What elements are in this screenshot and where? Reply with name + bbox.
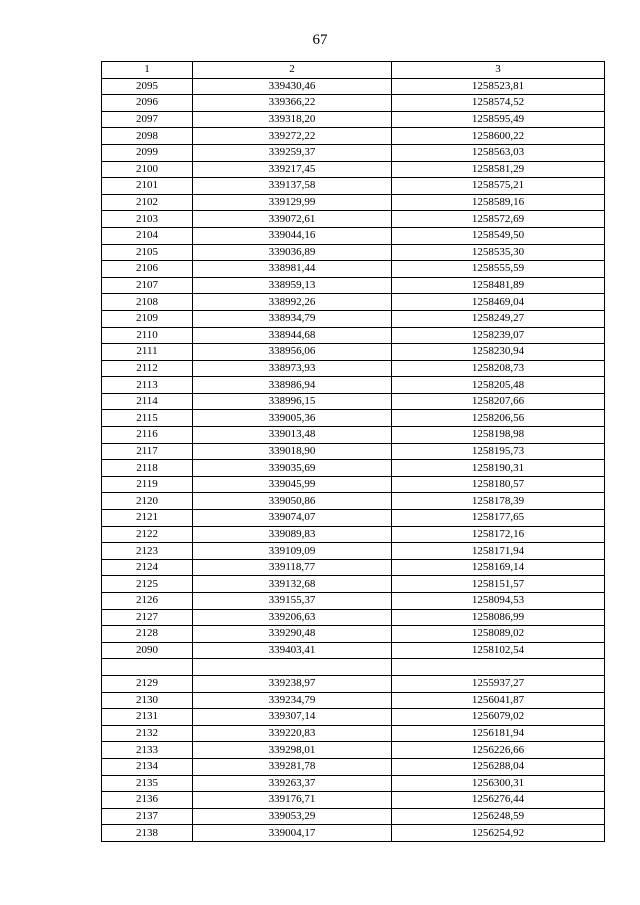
table-row <box>102 526 605 543</box>
table-cell-col3: 1258178,39 <box>392 493 605 510</box>
table-cell-col2: 339109,09 <box>193 543 392 560</box>
table-cell-col2: 338959,13 <box>193 277 392 294</box>
table-row <box>102 775 605 792</box>
table-cell-col3: 1256288,04 <box>392 758 605 775</box>
coordinates-table <box>101 61 605 842</box>
table-row <box>102 410 605 427</box>
table-cell-col1: 2121 <box>102 510 193 527</box>
table-row <box>102 510 605 527</box>
table-cell-col3: 1258205,48 <box>392 377 605 394</box>
table-cell-col1: 2123 <box>102 543 193 560</box>
table-row <box>102 626 605 643</box>
table-row <box>102 443 605 460</box>
page-number: 67 <box>312 32 328 48</box>
table-row <box>102 758 605 775</box>
table-cell-col3: 1256041,87 <box>392 692 605 709</box>
table-row <box>102 277 605 294</box>
table-cell-col3: 1258198,98 <box>392 427 605 444</box>
table-row <box>102 111 605 128</box>
table-cell-col2: 338956,06 <box>193 344 392 361</box>
table-row <box>102 825 605 842</box>
table-cell-col1: 2101 <box>102 178 193 195</box>
table-cell-col1: 2100 <box>102 161 193 178</box>
table-cell-col3: 1258086,99 <box>392 609 605 626</box>
table-row <box>102 792 605 809</box>
table-cell-col3 <box>392 659 605 676</box>
table-row <box>102 576 605 593</box>
table-row <box>102 559 605 576</box>
table-cell-col3: 1258207,66 <box>392 393 605 410</box>
table-cell-col2: 339129,99 <box>193 194 392 211</box>
table-row <box>102 543 605 560</box>
table-cell-col3: 1258177,65 <box>392 510 605 527</box>
table-cell-col3: 1258574,52 <box>392 95 605 112</box>
column-header-3: 3 <box>392 62 605 79</box>
table-row <box>102 327 605 344</box>
column-header-1: 1 <box>102 62 193 79</box>
table-cell-col3: 1258575,21 <box>392 178 605 195</box>
table-row <box>102 261 605 278</box>
table-cell-col3: 1255937,27 <box>392 675 605 692</box>
table-row <box>102 709 605 726</box>
table-cell-col3: 1258600,22 <box>392 128 605 145</box>
table-row <box>102 178 605 195</box>
table-cell-col1: 2113 <box>102 377 193 394</box>
table-cell-col2: 339072,61 <box>193 211 392 228</box>
table-cell-col1: 2110 <box>102 327 193 344</box>
table-cell-col3: 1258523,81 <box>392 78 605 95</box>
table-cell-col2: 339430,46 <box>193 78 392 95</box>
table-cell-col1: 2137 <box>102 808 193 825</box>
table-cell-col3: 1258469,04 <box>392 294 605 311</box>
table-cell-col1: 2108 <box>102 294 193 311</box>
table-row <box>102 593 605 610</box>
table-row <box>102 393 605 410</box>
table-cell-col2: 339238,97 <box>193 675 392 692</box>
table-cell-col2: 338934,79 <box>193 310 392 327</box>
column-header-2: 2 <box>193 62 392 79</box>
table-cell-col3: 1256079,02 <box>392 709 605 726</box>
table-row <box>102 642 605 659</box>
table-cell-col3: 1258172,16 <box>392 526 605 543</box>
table-cell-col1: 2132 <box>102 725 193 742</box>
table-row <box>102 675 605 692</box>
table-row <box>102 725 605 742</box>
table-cell-col3: 1258094,53 <box>392 593 605 610</box>
table-cell-col3: 1258151,57 <box>392 576 605 593</box>
table-row <box>102 161 605 178</box>
table-cell-col2: 339307,14 <box>193 709 392 726</box>
table-cell-col2: 339053,29 <box>193 808 392 825</box>
table-cell-col2: 339137,58 <box>193 178 392 195</box>
table-row <box>102 227 605 244</box>
table-row <box>102 742 605 759</box>
table-cell-col1: 2107 <box>102 277 193 294</box>
table-row <box>102 244 605 261</box>
table-cell-col2: 339290,48 <box>193 626 392 643</box>
table-row <box>102 344 605 361</box>
table-cell-col2: 339045,99 <box>193 476 392 493</box>
table-cell-col2: 338986,94 <box>193 377 392 394</box>
table-cell-col2: 339272,22 <box>193 128 392 145</box>
table-row <box>102 95 605 112</box>
table-cell-col3: 1256248,59 <box>392 808 605 825</box>
table-cell-col1: 2128 <box>102 626 193 643</box>
table-cell-col1: 2117 <box>102 443 193 460</box>
table-row <box>102 360 605 377</box>
table-cell-col2: 339004,17 <box>193 825 392 842</box>
table-cell-col1: 2098 <box>102 128 193 145</box>
table-cell-col2: 339281,78 <box>193 758 392 775</box>
table-cell-col3: 1256226,66 <box>392 742 605 759</box>
table-row <box>102 427 605 444</box>
table-cell-col3: 1258169,14 <box>392 559 605 576</box>
table-cell-col3: 1258572,69 <box>392 211 605 228</box>
table-cell-col2: 339013,48 <box>193 427 392 444</box>
table-row <box>102 144 605 161</box>
table-cell-col1: 2114 <box>102 393 193 410</box>
table-cell-col1: 2135 <box>102 775 193 792</box>
table-row <box>102 460 605 477</box>
table-cell-col3: 1258555,59 <box>392 261 605 278</box>
table-cell-col2: 339234,79 <box>193 692 392 709</box>
table-cell-col3: 1258563,03 <box>392 144 605 161</box>
table-cell-col1: 2134 <box>102 758 193 775</box>
table-cell-col1: 2102 <box>102 194 193 211</box>
table-cell-col2: 338981,44 <box>193 261 392 278</box>
table-header <box>102 62 605 79</box>
header-row <box>102 62 605 79</box>
table-cell-col3: 1258230,94 <box>392 344 605 361</box>
table-cell-col1: 2119 <box>102 476 193 493</box>
table-cell-col1: 2130 <box>102 692 193 709</box>
table-cell-col1: 2112 <box>102 360 193 377</box>
table-cell-col3: 1258089,02 <box>392 626 605 643</box>
table-cell-col2: 339036,89 <box>193 244 392 261</box>
table-cell-col2: 339005,36 <box>193 410 392 427</box>
table-cell-col1: 2095 <box>102 78 193 95</box>
table-cell-col2: 338973,93 <box>193 360 392 377</box>
table-cell-col2: 339089,83 <box>193 526 392 543</box>
table-cell-col3: 1258535,30 <box>392 244 605 261</box>
table-cell-col1: 2129 <box>102 675 193 692</box>
table-cell-col2: 339176,71 <box>193 792 392 809</box>
table-cell-col3: 1258589,16 <box>392 194 605 211</box>
table-row <box>102 808 605 825</box>
table-cell-col2: 338944,68 <box>193 327 392 344</box>
table-cell-col3: 1258249,27 <box>392 310 605 327</box>
table-cell-col3: 1258171,94 <box>392 543 605 560</box>
table-cell-col1: 2103 <box>102 211 193 228</box>
table-row <box>102 128 605 145</box>
table-cell-col2: 339018,90 <box>193 443 392 460</box>
table-cell-col1: 2127 <box>102 609 193 626</box>
table-cell-col2: 339044,16 <box>193 227 392 244</box>
table-row <box>102 310 605 327</box>
table-cell-col1: 2133 <box>102 742 193 759</box>
table-cell-col1: 2120 <box>102 493 193 510</box>
table-cell-col2: 339155,37 <box>193 593 392 610</box>
table-cell-col3: 1258239,07 <box>392 327 605 344</box>
table-cell-col1: 2131 <box>102 709 193 726</box>
table-cell-col1: 2099 <box>102 144 193 161</box>
table-cell-col3: 1258180,57 <box>392 476 605 493</box>
table-row <box>102 294 605 311</box>
table-cell-col3: 1258102,54 <box>392 642 605 659</box>
table-cell-col3: 1258595,49 <box>392 111 605 128</box>
table-cell-col1: 2104 <box>102 227 193 244</box>
table-cell-col1: 2116 <box>102 427 193 444</box>
table-cell-col2: 339132,68 <box>193 576 392 593</box>
table-cell-col2: 339318,20 <box>193 111 392 128</box>
table-cell-col2: 339403,41 <box>193 642 392 659</box>
table-row <box>102 78 605 95</box>
table-cell-col1: 2106 <box>102 261 193 278</box>
table-cell-col1: 2115 <box>102 410 193 427</box>
table-cell-col2: 339035,69 <box>193 460 392 477</box>
table-row <box>102 377 605 394</box>
table-row <box>102 692 605 709</box>
table-cell-col2: 338992,26 <box>193 294 392 311</box>
table-cell-col1: 2118 <box>102 460 193 477</box>
table-cell-col1: 2096 <box>102 95 193 112</box>
table-cell-col1: 2109 <box>102 310 193 327</box>
table-row <box>102 659 605 676</box>
table-cell-col2: 339366,22 <box>193 95 392 112</box>
table-cell-col2: 339206,63 <box>193 609 392 626</box>
table-cell-col3: 1256300,31 <box>392 775 605 792</box>
table-cell-col1: 2122 <box>102 526 193 543</box>
table-cell-col3: 1256181,94 <box>392 725 605 742</box>
table-cell-col3: 1258581,29 <box>392 161 605 178</box>
table-cell-col2 <box>193 659 392 676</box>
table-row <box>102 493 605 510</box>
table-cell-col1: 2125 <box>102 576 193 593</box>
table-cell-col1: 2136 <box>102 792 193 809</box>
table-cell-col2: 339298,01 <box>193 742 392 759</box>
table-cell-col3: 1258208,73 <box>392 360 605 377</box>
table-cell-col2: 339220,83 <box>193 725 392 742</box>
table-cell-col3: 1258195,73 <box>392 443 605 460</box>
table-cell-col3: 1258206,56 <box>392 410 605 427</box>
table-cell-col3: 1258549,50 <box>392 227 605 244</box>
table-cell-col1 <box>102 659 193 676</box>
table-row <box>102 609 605 626</box>
table-cell-col2: 339050,86 <box>193 493 392 510</box>
table-row <box>102 476 605 493</box>
table-cell-col3: 1256254,92 <box>392 825 605 842</box>
table-cell-col1: 2138 <box>102 825 193 842</box>
table-cell-col1: 2124 <box>102 559 193 576</box>
table-cell-col1: 2105 <box>102 244 193 261</box>
table-cell-col3: 1258481,89 <box>392 277 605 294</box>
table-cell-col1: 2097 <box>102 111 193 128</box>
table-cell-col3: 1256276,44 <box>392 792 605 809</box>
table-cell-col2: 339263,37 <box>193 775 392 792</box>
table-cell-col2: 339074,07 <box>193 510 392 527</box>
table-row <box>102 211 605 228</box>
table-cell-col3: 1258190,31 <box>392 460 605 477</box>
table-cell-col1: 2126 <box>102 593 193 610</box>
table-cell-col2: 339259,37 <box>193 144 392 161</box>
table-cell-col2: 339217,45 <box>193 161 392 178</box>
table-cell-col1: 2111 <box>102 344 193 361</box>
table-cell-col2: 339118,77 <box>193 559 392 576</box>
table-body <box>102 78 605 841</box>
table-row <box>102 194 605 211</box>
table-cell-col1: 2090 <box>102 642 193 659</box>
table-cell-col2: 338996,15 <box>193 393 392 410</box>
